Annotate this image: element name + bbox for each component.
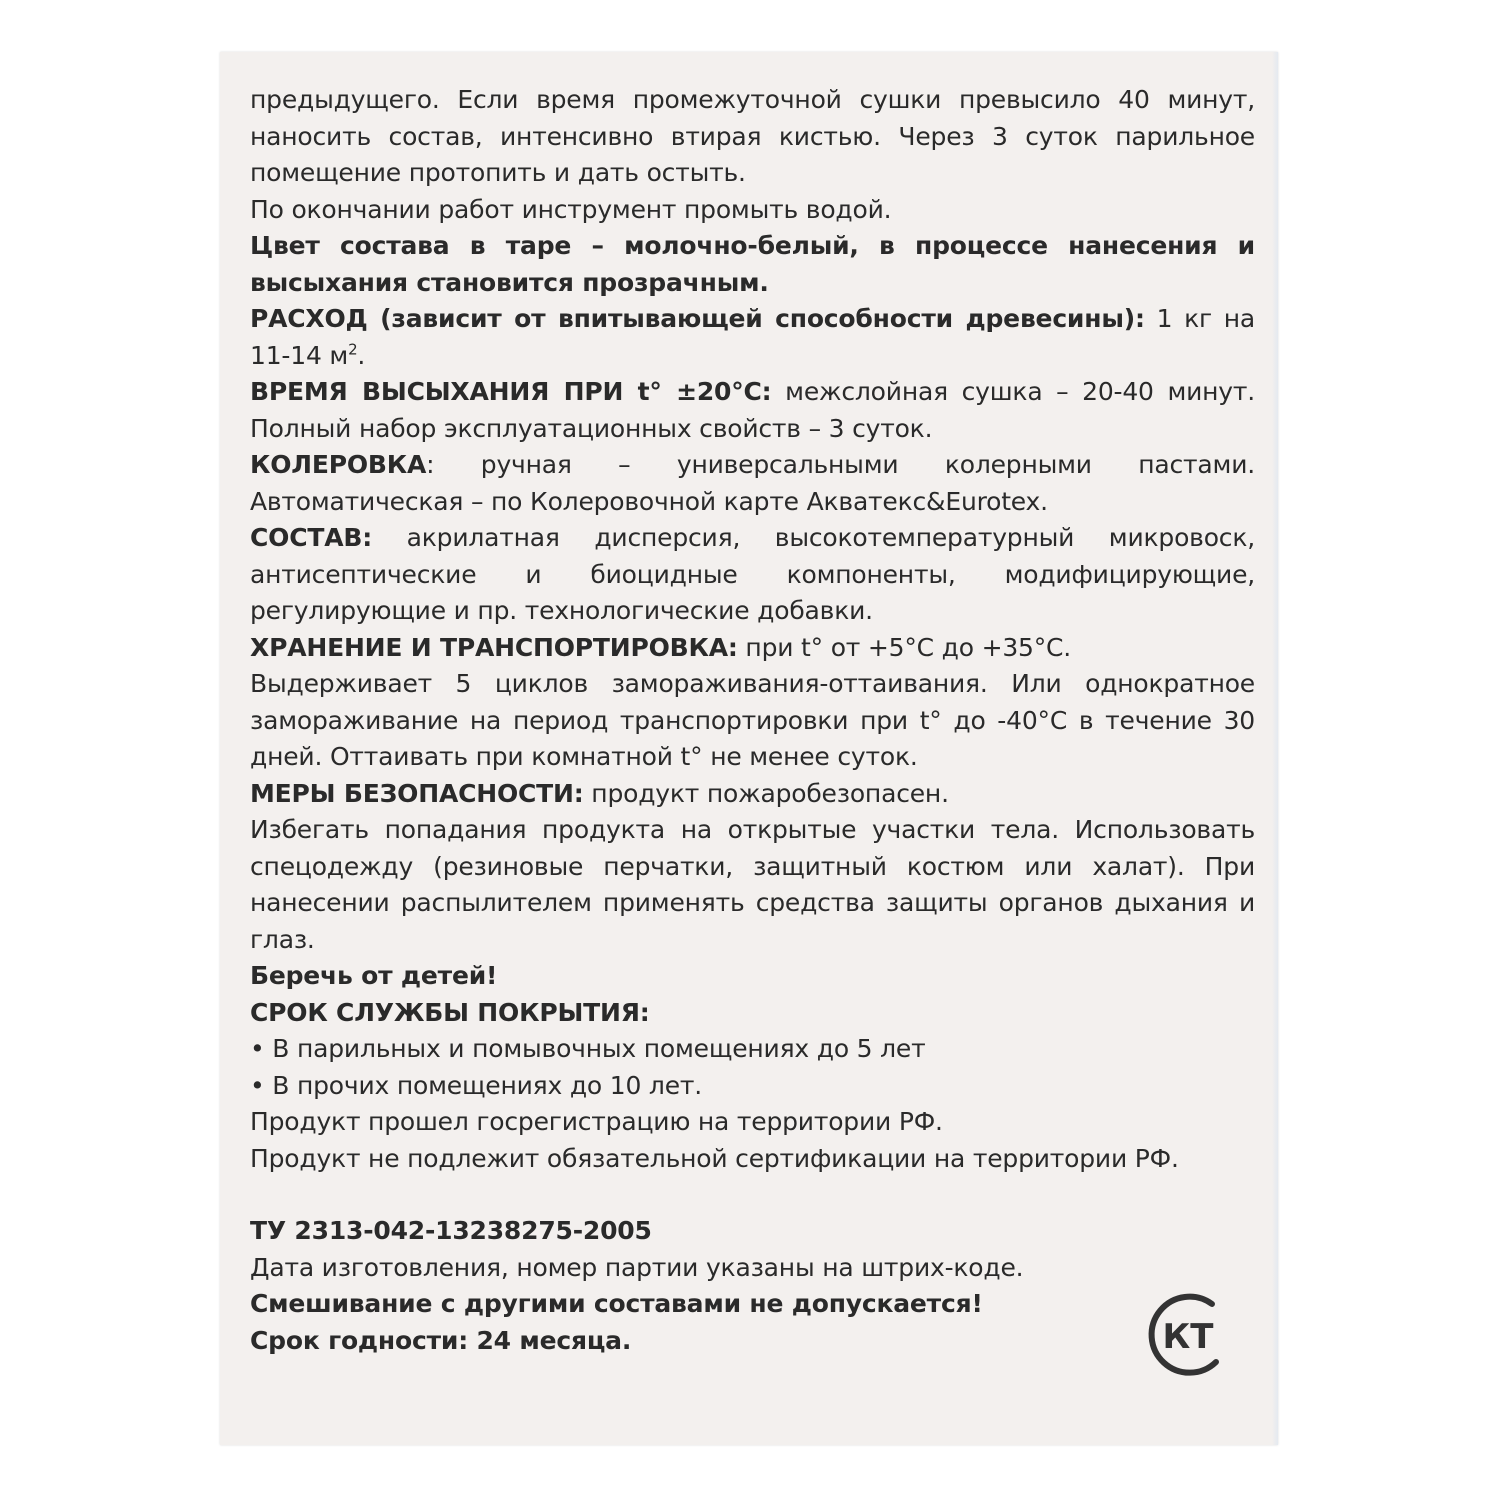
paragraph-shelf-life: Срок годности: 24 месяца.	[250, 1325, 632, 1355]
paragraph-color: Цвет состава в таре – молочно-белый, в процессе нанесения и высыхания становится прозрачным.	[250, 231, 1255, 297]
label-text	[250, 82, 1255, 1359]
consumption-label: РАСХОД (зависит от впитывающей способности древесины):	[250, 304, 1145, 333]
paragraph-avoid-contact: Избегать попадания продукта на открытые участки тела. Использовать спецодежду (резиновые перчатки, защитный костюм или халат). При нанесении распылителем применять средства защиты органов дыхания и глаз.	[250, 815, 1255, 954]
safety-text: продукт пожаробезопасен.	[583, 778, 949, 808]
composition-text: акрилатная дисперсия, высокотемпературный микровоск, антисептические и биоцидные компоненты, модифицирующие, регулирующие и пр. технологические добавки.	[250, 523, 1255, 625]
paragraph-certification: Продукт не подлежит обязательной сертификации на территории РФ.	[250, 1143, 1179, 1173]
section-safety	[250, 776, 1255, 813]
section-drying	[250, 374, 1255, 447]
paragraph-application: предыдущего. Если время промежуточной сушки превысило 40 минут, наносить состав, интенсивно втирая кистью. Через 3 суток парильное помещение протопить и дать остыть.	[250, 85, 1255, 187]
logo-text: КТ	[1162, 1317, 1214, 1357]
paragraph-manufacture-date: Дата изготовления, номер партии указаны на штрих-коде.	[250, 1252, 1024, 1282]
tinting-text: : ручная – универсальными колерными пастами. Автоматическая – по Колеровочной карте Акватекс&Eurotex.	[250, 450, 1255, 516]
paragraph-tool-cleaning: По окончании работ инструмент промыть водой.	[250, 194, 892, 224]
paragraph-no-mixing: Смешивание с другими составами не допускается!	[250, 1289, 983, 1318]
section-storage	[250, 630, 1255, 667]
paragraph-keep-from-children: Беречь от детей!	[250, 961, 498, 990]
product-label	[220, 52, 1278, 1445]
section-composition	[250, 520, 1255, 630]
safety-label: МЕРЫ БЕЗОПАСНОСТИ:	[250, 778, 584, 808]
drying-label: ВРЕМЯ ВЫСЫХАНИЯ ПРИ t° ±20°С:	[250, 377, 772, 406]
paragraph-registration: Продукт прошел госрегистрацию на территории РФ.	[250, 1107, 943, 1136]
storage-text: при t° от +5°С до +35°С.	[737, 632, 1072, 662]
storage-label: ХРАНЕНИЕ И ТРАНСПОРТИРОВКА:	[250, 632, 738, 662]
consumption-end: .	[357, 340, 366, 370]
composition-label: СОСТАВ:	[250, 523, 373, 552]
service-item: • В прочих помещениях до 10 лет.	[250, 1070, 702, 1100]
tinting-label: КОЛЕРОВКА	[250, 450, 427, 479]
service-life-title: СРОК СЛУЖБЫ ПОКРЫТИЯ:	[250, 997, 650, 1027]
section-tinting	[250, 447, 1255, 520]
consumption-text: 1 кг на 11-14 м	[250, 304, 1255, 370]
tu-code: ТУ 2313-042-13238275-2005	[250, 1216, 652, 1245]
service-item: • В парильных и помывочных помещениях до 5 лет	[250, 1034, 926, 1063]
label-edge	[1272, 52, 1278, 1445]
spacer	[250, 1177, 1255, 1213]
paragraph-freeze: Выдерживает 5 циклов замораживания-оттаивания. Или однократное замораживание на период транспортировки при t° до -40°С в течение 30 дней. Оттаивать при комнатной t° не менее суток.	[250, 669, 1255, 771]
kt-certification-logo	[1142, 1290, 1232, 1380]
section-consumption	[250, 301, 1255, 374]
drying-text: межслойная сушка – 20-40 минут. Полный набор эксплуатационных свойств – 3 суток.	[250, 377, 1256, 443]
consumption-sup: 2	[348, 340, 358, 359]
